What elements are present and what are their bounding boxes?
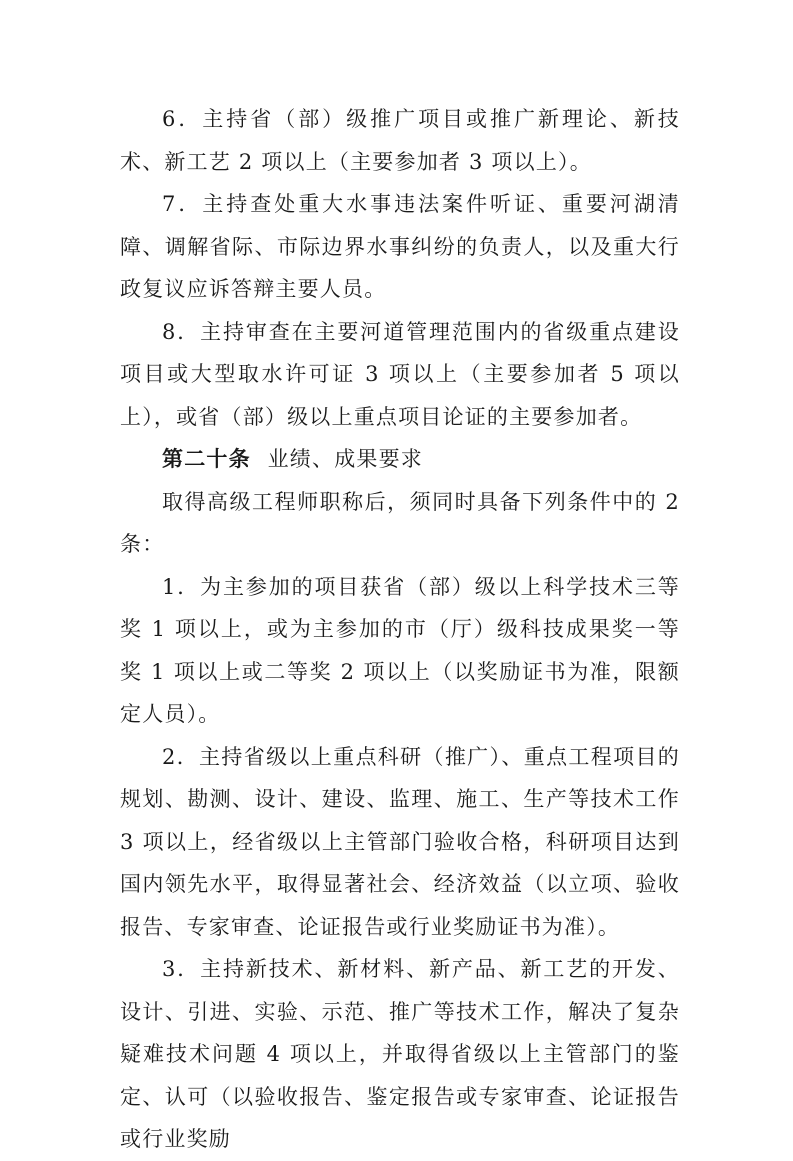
requirement-item-3: 3．主持新技术、新材料、新产品、新工艺的开发、设计、引进、实验、示范、推广等技术工作，解决了复杂疑难技术问题 4 项以上，并取得省级以上主管部门的鉴定、认可（以验收报告、鉴定报告或专家审查、论证报告或行业奖励 [120, 957, 680, 1151]
article-title: 业绩、成果要求 [267, 447, 424, 471]
requirement-item-2: 2．主持省级以上重点科研（推广）、重点工程项目的规划、勘测、设计、建设、监理、施工、生产等技术工作 3 项以上，经省级以上主管部门验收合格，科研项目达到国内领先水平，取得显著社会、经济效益（以立项、验收报告、专家审查、论证报告或行业奖励证书为准）。 [120, 744, 680, 939]
document-body [120, 98, 680, 1161]
requirement-intro: 取得高级工程师职称后，须同时具备下列条件中的 2 条： [120, 489, 680, 556]
article-number: 第二十条 [162, 447, 251, 471]
requirement-item-1: 1．为主参加的项目获省（部）级以上科学技术三等奖 1 项以上，或为主参加的市（厅）级科技成果奖一等奖 1 项以上或二等奖 2 项以上（以奖励证书为准，限额定人员）。 [120, 574, 680, 726]
paragraph-item-8: 8．主持审查在主要河道管理范围内的省级重点建设项目或大型取水许可证 3 项以上（主要参加者 5 项以上），或省（部）级以上重点项目论证的主要参加者。 [120, 319, 680, 429]
paragraph-item-6: 6．主持省（部）级推广项目或推广新理论、新技术、新工艺 2 项以上（主要参加者 3 项以上）。 [120, 107, 680, 174]
article-heading [120, 438, 680, 481]
paragraph-item-7: 7．主持查处重大水事违法案件听证、重要河湖清障、调解省际、市际边界水事纠纷的负责人，以及重大行政复议应诉答辩主要人员。 [120, 192, 680, 301]
